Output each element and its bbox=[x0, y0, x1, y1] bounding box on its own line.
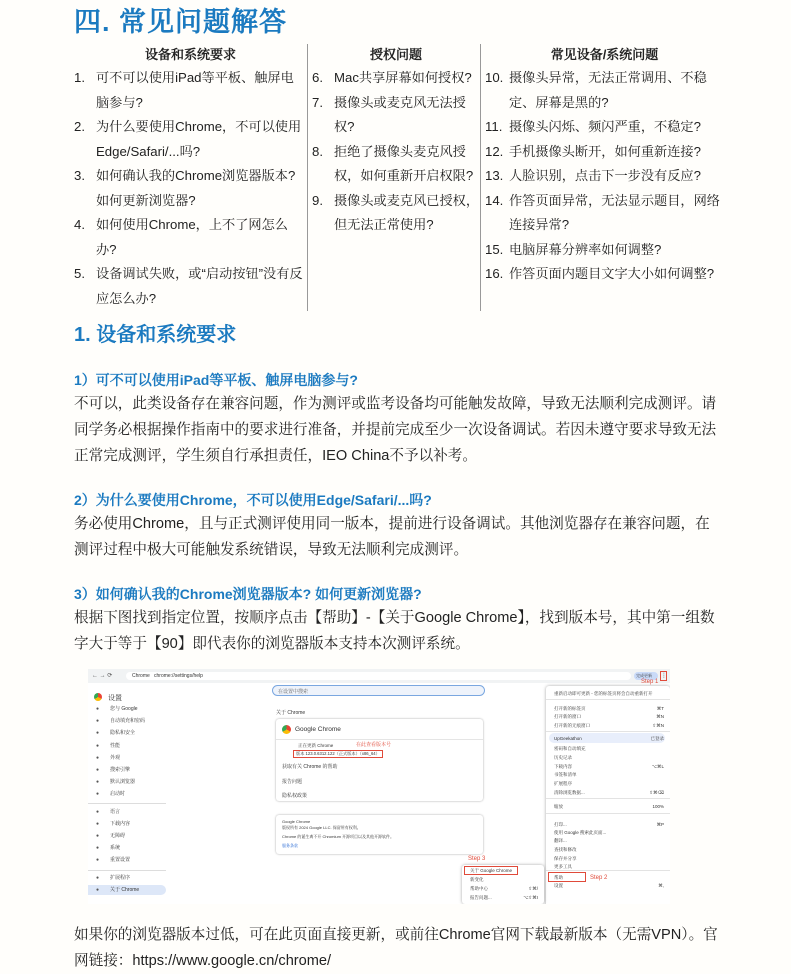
submenu-item-label: 帮助中心 bbox=[470, 886, 488, 891]
menu-item-label: 密码和自动填充 bbox=[554, 746, 586, 751]
menu-item-shortcut: ⌘, bbox=[658, 883, 664, 888]
toc-item[interactable] bbox=[485, 164, 724, 189]
menu-item bbox=[554, 772, 664, 778]
toc-item[interactable] bbox=[312, 140, 480, 189]
toc-item-text: 可不可以使用iPad等平板、触屏电脑参与? bbox=[96, 70, 294, 110]
toc-item-text: 作答页面异常，无法显示题目，网络连接异常? bbox=[509, 192, 720, 232]
submenu-item-label: 新变化 bbox=[470, 877, 484, 882]
sidebar-label: 隐私和安全 bbox=[110, 730, 136, 736]
toc-item-number: 7. bbox=[312, 94, 323, 110]
menu-item-label: 打开新的无痕窗口 bbox=[554, 723, 590, 728]
toc-item-number: 3. bbox=[74, 168, 85, 183]
toc-item[interactable] bbox=[485, 66, 724, 115]
menu-item-label: 打开新的窗口 bbox=[554, 714, 581, 719]
toc-item-text: 设备调试失败，或“启动按钮”没有反应怎么办? bbox=[96, 266, 303, 306]
sidebar-icon: ● bbox=[96, 821, 100, 827]
answer-4: 如果你的浏览器版本过低，可在此页面直接更新，或前往Chrome官网下载最新版本（无需VPN）。官网链接：https://www.google.cn/chrome/ bbox=[74, 927, 718, 969]
product-name: Google Chrome bbox=[295, 726, 341, 733]
menu-item-label: 书签和清单 bbox=[554, 772, 577, 777]
toc-column-devices bbox=[74, 44, 307, 311]
sidebar-label: 搜索引擎 bbox=[110, 767, 131, 773]
sidebar-item bbox=[88, 843, 166, 853]
sidebar-icon: ● bbox=[96, 809, 100, 815]
toc-item-text: 摄像头或麦克风无法授权? bbox=[334, 94, 466, 134]
toc-item-number: 9. bbox=[312, 192, 323, 208]
toc-item[interactable] bbox=[312, 189, 480, 238]
question-3: 3）如何确认我的Chrome浏览器版本? 如何更新浏览器? bbox=[74, 586, 422, 602]
menu-item bbox=[554, 723, 664, 729]
menu-item-shortcut: ⌘P bbox=[656, 822, 664, 827]
toc-item[interactable] bbox=[485, 262, 724, 287]
menu-item-shortcut: ⇧⌘⌫ bbox=[649, 790, 664, 795]
sidebar-icon: ● bbox=[96, 718, 100, 724]
menu-item bbox=[554, 691, 664, 697]
sidebar-icon: ● bbox=[96, 767, 100, 773]
menu-item bbox=[554, 847, 664, 853]
toc-column-common bbox=[480, 44, 724, 311]
submenu-item-shortcut: ⇧⌘/ bbox=[528, 886, 538, 891]
section-heading: 1. 设备和系统要求 bbox=[74, 324, 237, 346]
menu-item-label: 下载内容 bbox=[554, 764, 572, 769]
sidebar-label: 默认浏览器 bbox=[110, 779, 136, 785]
help-link: 获取有关 Chrome 的帮助 bbox=[282, 764, 338, 770]
chrome-logo-icon bbox=[282, 725, 291, 734]
toc-item-number: 5. bbox=[74, 266, 85, 281]
toc-item[interactable] bbox=[485, 238, 724, 263]
search-placeholder: 在设置中搜索 bbox=[278, 689, 309, 695]
update-status: 正在更新 Chrome bbox=[298, 743, 334, 748]
menu-item-label: 缩放 bbox=[554, 804, 563, 809]
sidebar-label: 无障碍 bbox=[110, 833, 126, 839]
toc-item[interactable] bbox=[312, 91, 480, 140]
sidebar-item bbox=[88, 753, 166, 763]
toc-item[interactable] bbox=[74, 262, 307, 311]
sidebar-item bbox=[88, 807, 166, 817]
submenu-item bbox=[470, 895, 538, 901]
menu-item bbox=[554, 804, 664, 810]
toc-column-heading: 设备和系统要求 bbox=[144, 47, 236, 62]
toc-item-text: 如何确认我的Chrome浏览器版本? 如何更新浏览器? bbox=[96, 168, 296, 208]
menu-item bbox=[554, 736, 664, 742]
menu-item bbox=[554, 883, 664, 889]
toc-item-text: 摄像头异常，无法正常调用、不稳定、屏幕是黑的? bbox=[509, 70, 707, 110]
help-submenu bbox=[462, 865, 544, 904]
submenu-item-shortcut: ⌥⇧⌘I bbox=[523, 895, 538, 900]
menu-item bbox=[554, 838, 664, 844]
toc-table bbox=[74, 44, 760, 311]
submenu-item-label: 报告问题... bbox=[470, 895, 492, 900]
toc-item-number: 13. bbox=[485, 168, 504, 183]
sidebar-icon: ● bbox=[96, 743, 100, 749]
answer-3: 根据下图找到指定位置，按顺序点击【帮助】-【关于Google Chrome】，找到版本号，其中第一组数字大于等于【90】即代表你的浏览器版本支持本次测评系统。 bbox=[74, 610, 715, 652]
submenu-item bbox=[470, 886, 538, 892]
toc-column-heading: 授权问题 bbox=[369, 47, 422, 62]
privacy-link: 隐私权政策 bbox=[282, 793, 308, 799]
sidebar-icon: ● bbox=[96, 875, 100, 881]
question-1: 1）可不可以使用iPad等平板、触屏电脑参与? bbox=[74, 372, 358, 388]
toc-item-text: 电脑屏幕分辨率如何调整? bbox=[509, 241, 662, 257]
version-number: 版本 123.0.6312.122（正式版本）（x86_64） bbox=[293, 750, 383, 758]
menu-item-label: 打开新的标签页 bbox=[554, 706, 586, 711]
menu-item bbox=[554, 706, 664, 712]
settings-title: 设置 bbox=[108, 695, 122, 702]
menu-item-shortcut: ⌘N bbox=[656, 714, 664, 719]
tos-link: 服务条款 bbox=[282, 843, 298, 848]
menu-item-label: 扩展程序 bbox=[554, 781, 572, 786]
sidebar-item bbox=[88, 831, 166, 841]
menu-item-label: 清除浏览数据... bbox=[554, 790, 585, 795]
toc-item[interactable] bbox=[74, 213, 307, 262]
toc-item[interactable] bbox=[485, 189, 724, 238]
legal-card bbox=[276, 815, 483, 854]
sidebar-icon: ● bbox=[96, 779, 100, 785]
sidebar-label: 扩展程序 bbox=[110, 875, 131, 881]
report-link: 报告问题 bbox=[282, 779, 303, 785]
chrome-logo-icon bbox=[94, 693, 102, 701]
update-button: 完成更新 bbox=[634, 672, 658, 680]
menu-item bbox=[554, 830, 664, 836]
toc-item[interactable] bbox=[74, 115, 307, 164]
menu-item bbox=[554, 746, 664, 752]
menu-item-shortcut: ⌘T bbox=[656, 706, 664, 711]
sidebar-icon: ● bbox=[96, 887, 100, 893]
toc-item[interactable] bbox=[312, 66, 480, 91]
legal-text: 版权所有 2024 Google LLC. 保留所有权利。 bbox=[282, 825, 361, 830]
submenu-item-label: 关于 Google Chrome bbox=[470, 868, 513, 873]
sidebar-label: 启动时 bbox=[110, 791, 126, 797]
menu-item bbox=[554, 822, 664, 828]
menu-item-label: 查找和修改 bbox=[554, 847, 577, 852]
page-title: 四. 常见问题解答 bbox=[74, 7, 288, 37]
about-card bbox=[276, 719, 483, 801]
menu-item-label: 使用 Google 搜索此页面... bbox=[554, 830, 607, 835]
step-3-label: Step 3 bbox=[468, 856, 486, 862]
sidebar-label: 语言 bbox=[110, 809, 121, 815]
toc-column-auth bbox=[307, 44, 480, 311]
menu-item bbox=[554, 764, 664, 770]
sidebar-label: 性能 bbox=[110, 743, 121, 749]
question-2: 2）为什么要使用Chrome，不可以使用Edge/Safari/...吗? bbox=[74, 492, 432, 508]
menu-item-shortcut: ⇧⌘N bbox=[652, 723, 664, 728]
step-1-label: Step 1 bbox=[641, 679, 659, 685]
step-2-label: Step 2 bbox=[590, 875, 608, 881]
sidebar-label: 您与 Google bbox=[110, 706, 138, 712]
menu-item bbox=[554, 781, 664, 787]
toc-item[interactable] bbox=[485, 115, 724, 140]
chrome-screenshot bbox=[88, 669, 670, 904]
url-text: chrome://settings/help bbox=[154, 673, 203, 679]
menu-item-shortcut: 已登录 bbox=[650, 736, 664, 741]
sidebar-item bbox=[88, 789, 166, 799]
menu-item-label: 历史记录 bbox=[554, 755, 572, 760]
answer-2: 务必使用Chrome，且与正式测评使用同一版本，提前进行设备调试。其他浏览器存在兼容问题，在测评过程中极大可能触发系统错误，导致无法顺利完成测评。 bbox=[74, 516, 710, 558]
menu-item bbox=[554, 790, 664, 796]
sidebar-icon: ● bbox=[96, 730, 100, 736]
menu-item-shortcut: 100% bbox=[652, 804, 664, 809]
menu-item-label: 设置 bbox=[554, 883, 563, 888]
toc-item-text: 为什么要使用Chrome，不可以使用Edge/Safari/...吗? bbox=[96, 119, 302, 159]
menu-item-label: 更多工具 bbox=[554, 864, 572, 869]
menu-item bbox=[554, 856, 664, 862]
toc-item-number: 4. bbox=[74, 217, 85, 232]
toc-item-number: 6. bbox=[312, 70, 323, 85]
menu-item-label: 打印... bbox=[554, 822, 567, 827]
toc-item-number: 15. bbox=[485, 241, 504, 257]
toc-item[interactable] bbox=[74, 164, 307, 213]
sidebar-label: 系统 bbox=[110, 845, 121, 851]
toc-item-text: 作答页面内题目文字大小如何调整? bbox=[509, 266, 715, 281]
menu-item-label: 翻译... bbox=[554, 838, 567, 843]
sidebar-item bbox=[88, 741, 166, 751]
sidebar-icon: ● bbox=[96, 755, 100, 761]
menu-item bbox=[554, 755, 664, 761]
menu-item bbox=[554, 714, 664, 720]
toc-item-text: 摄像头闪烁、频闪严重，不稳定? bbox=[509, 119, 701, 134]
legal-text: Google Chrome bbox=[282, 819, 311, 824]
menu-item-label: 保存并分享 bbox=[554, 856, 577, 861]
menu-item-label: UpGeekathon bbox=[554, 736, 582, 741]
toc-item-number: 2. bbox=[74, 119, 85, 134]
toc-item[interactable] bbox=[74, 66, 307, 115]
sidebar-label: 重置设置 bbox=[110, 857, 131, 863]
toc-item-number: 1. bbox=[74, 70, 85, 85]
sidebar-icon: ● bbox=[96, 706, 100, 712]
toc-item-number: 14. bbox=[485, 192, 504, 208]
version-annotation: 在此查看版本号 bbox=[356, 742, 392, 748]
toc-item-text: Mac共享屏幕如何授权? bbox=[334, 70, 472, 85]
menu-item-shortcut: ⌥⌘L bbox=[651, 764, 664, 769]
toc-item-text: 拒绝了摄像头麦克风授权，如何重新开启权限? bbox=[334, 143, 474, 183]
answer-1: 不可以，此类设备存在兼容问题，作为测评或监考设备均可能触发故障，导致无法顺利完成测评。请同学务必根据操作指南中的要求进行准备，并提前完成至少一次设备调试。若因未遵守要求导致无法正常完成测评，学生须自行承担责任，IEO China不予以补考。 bbox=[74, 396, 717, 464]
toc-item-number: 16. bbox=[485, 266, 504, 281]
toc-item-text: 摄像头或麦克风已授权，但无法正常使用? bbox=[334, 192, 480, 232]
toc-item[interactable] bbox=[485, 140, 724, 165]
sidebar-icon: ● bbox=[96, 833, 100, 839]
more-menu-icon: ⋮ bbox=[661, 673, 667, 679]
toc-item-number: 11. bbox=[485, 119, 503, 134]
url-chip: Chrome bbox=[132, 673, 150, 679]
sidebar-label: 关于 Chrome bbox=[110, 887, 140, 893]
menu-item-label: 帮助 bbox=[554, 875, 563, 880]
submenu-item bbox=[470, 877, 538, 883]
toc-item-number: 8. bbox=[312, 143, 323, 159]
toc-item-text: 如何使用Chrome，上不了网怎么办? bbox=[96, 217, 288, 257]
sidebar-icon: ● bbox=[96, 845, 100, 851]
about-label: 关于 Chrome bbox=[276, 710, 306, 716]
legal-text: Chrome 的诞生离不开 Chromium 开源项目以及其他开源软件。 bbox=[282, 834, 395, 839]
sidebar-label: 外观 bbox=[110, 755, 121, 761]
sidebar-icon: ● bbox=[96, 857, 100, 863]
toc-column-heading: 常见设备/系统问题 bbox=[550, 47, 659, 62]
sidebar-label: 自动填充和密码 bbox=[110, 718, 146, 724]
chrome-menu bbox=[546, 686, 670, 904]
toc-item-text: 手机摄像头断开，如何重新连接? bbox=[509, 143, 701, 159]
sidebar-icon: ● bbox=[96, 791, 100, 797]
menu-item-label: 重新启动即可更新 - 您的标签页将会自动重新打开 bbox=[554, 691, 653, 696]
nav-icons: ← → ⟳ bbox=[92, 673, 113, 679]
toc-item-number: 10. bbox=[485, 70, 504, 85]
sidebar-label: 下载内容 bbox=[110, 821, 131, 827]
toc-item-number: 12. bbox=[485, 143, 504, 159]
toc-item-text: 人脸识别，点击下一步没有反应? bbox=[509, 168, 701, 183]
